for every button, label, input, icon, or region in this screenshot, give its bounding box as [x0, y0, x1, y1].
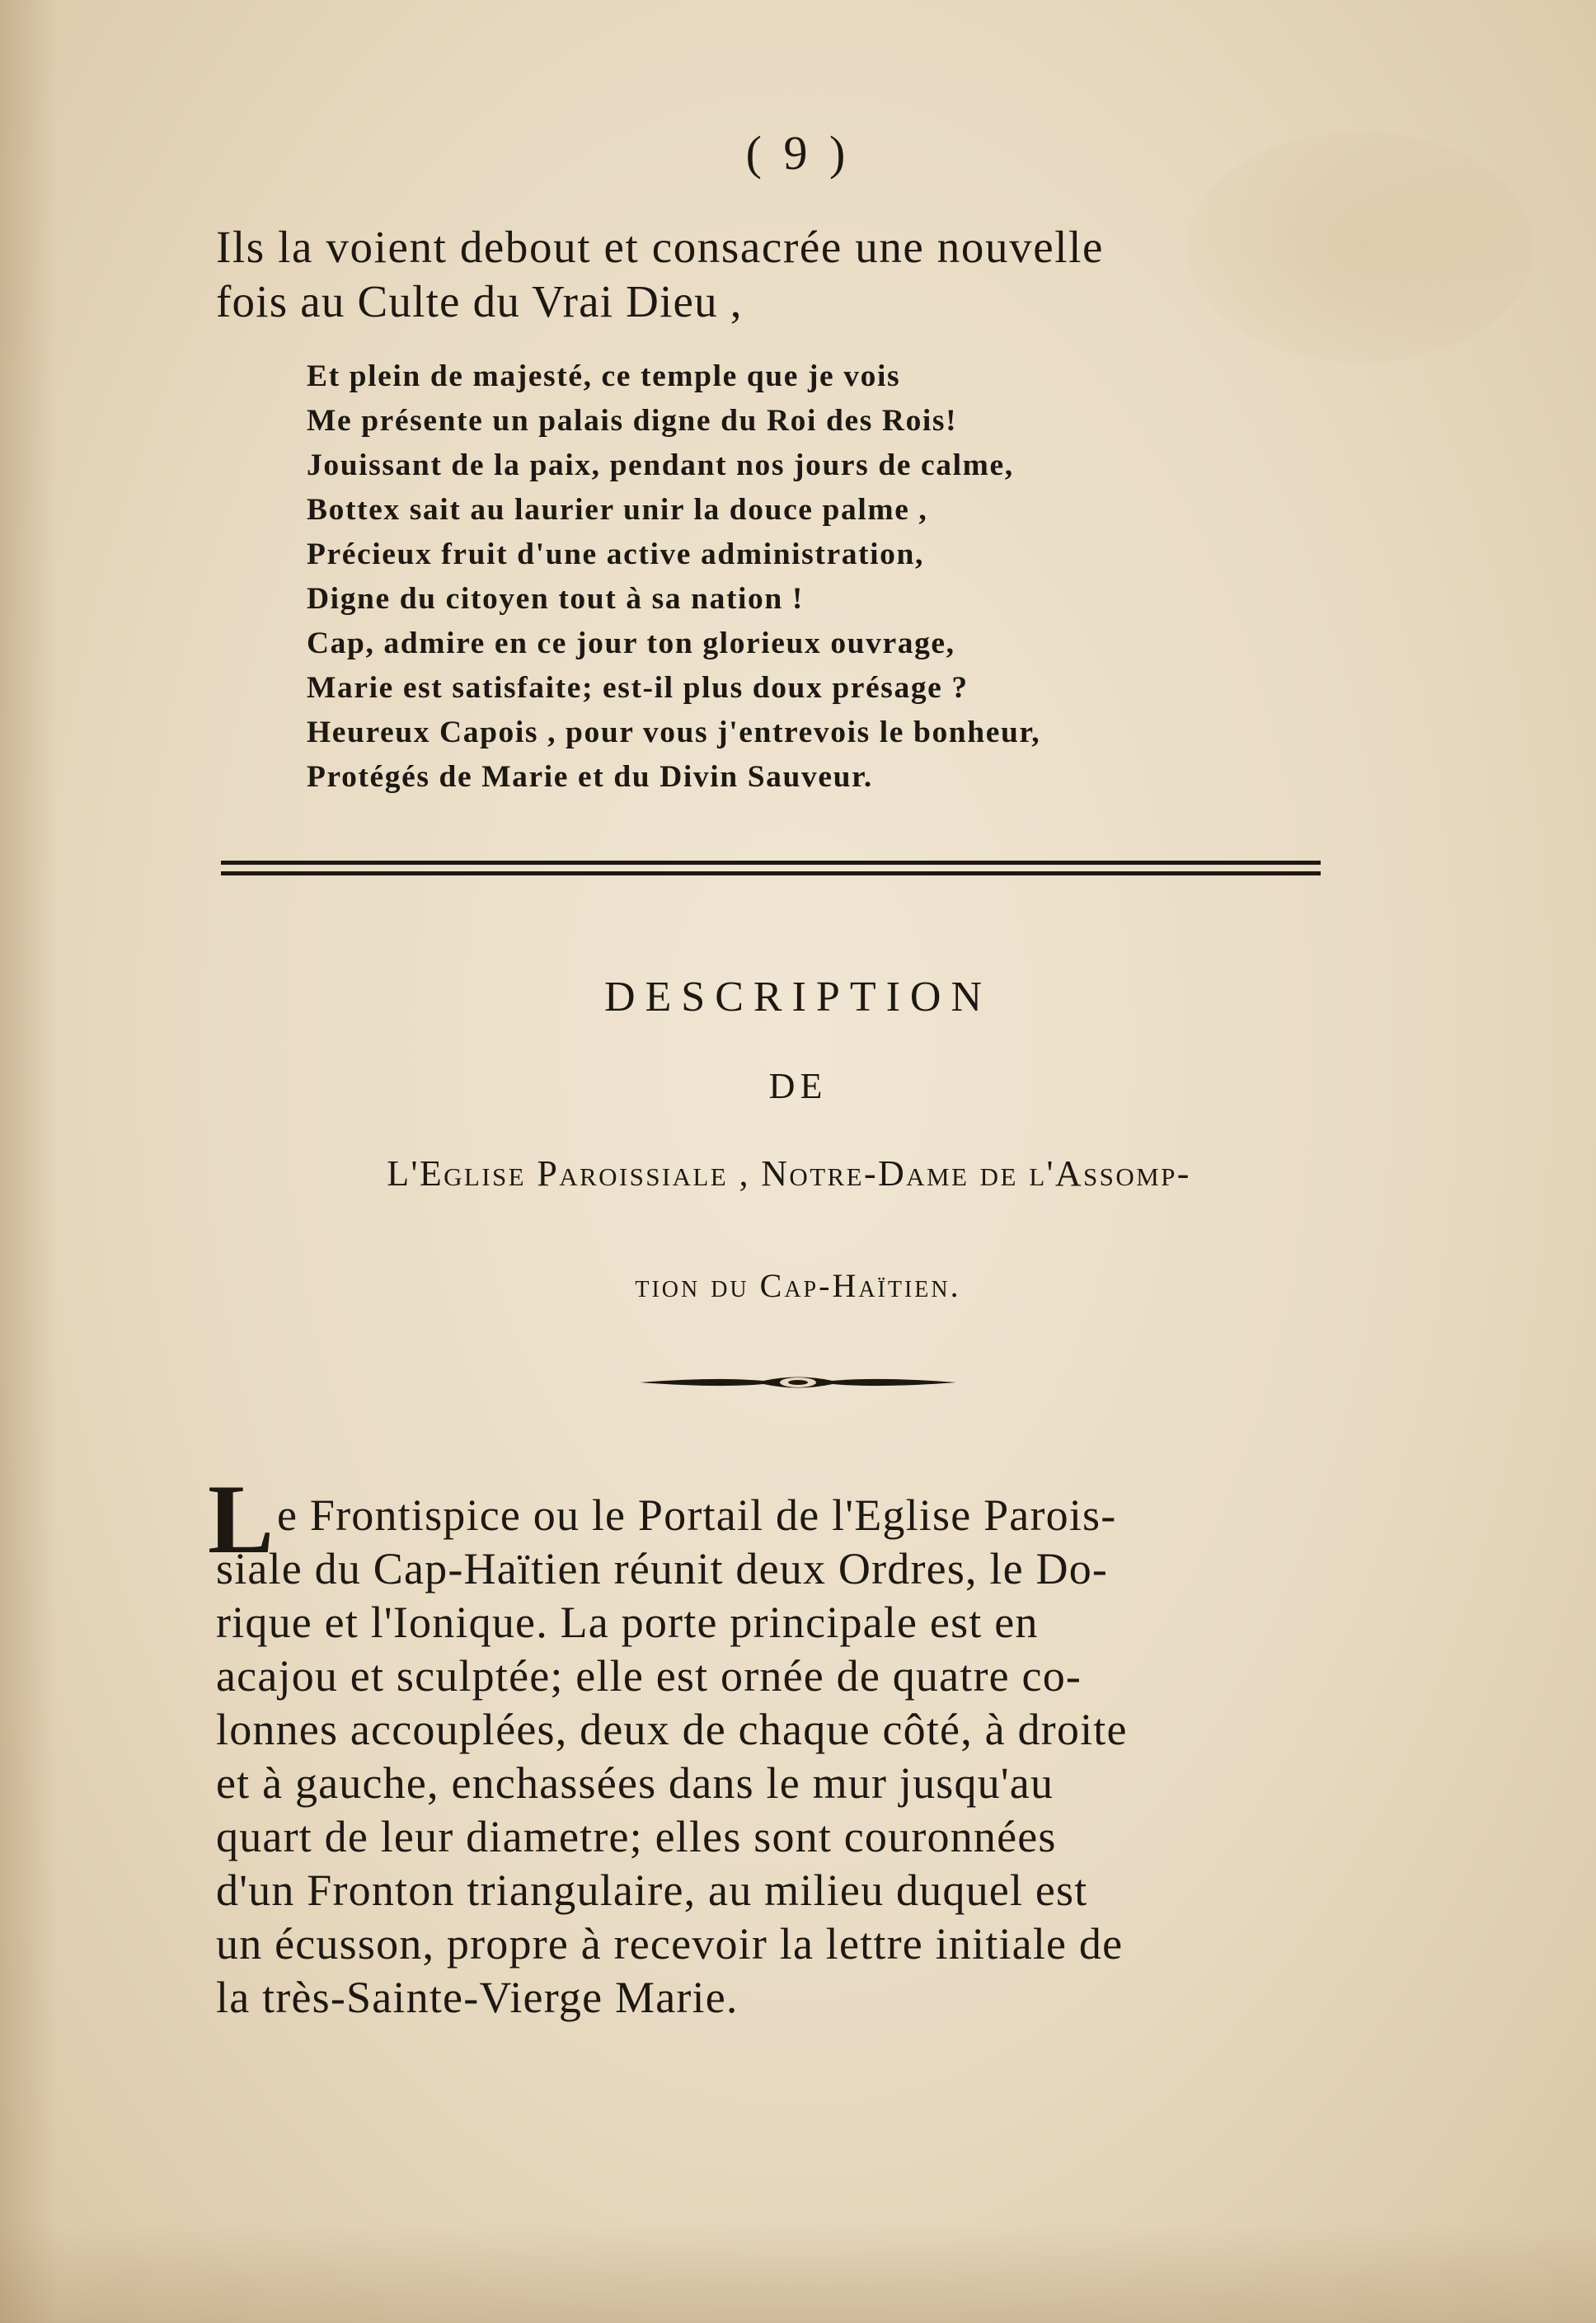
verse-line: Précieux fruit d'une active administration,: [307, 537, 924, 571]
verse-line: Bottex sait au laurier unir la douce palme ,: [307, 493, 928, 527]
page-number: ( 9 ): [745, 126, 851, 180]
section-title: DESCRIPTION: [603, 974, 993, 1021]
body-line: la très-Sainte-Vierge Marie.: [216, 1973, 739, 2022]
body-paragraph: [208, 1464, 1354, 2025]
body-line: d'un Fronton triangulaire, au milieu duquel est: [216, 1865, 1088, 1915]
verse-line: Heureux Capois , pour vous j'entrevois le bonheur,: [307, 716, 1041, 749]
section-subtitle-line-2: tion du Cap-Haïtien.: [635, 1267, 961, 1304]
verse-line: Marie est satisfaite; est-il plus doux présage ?: [307, 671, 969, 705]
verse-line: Cap, admire en ce jour ton glorieux ouvrage,: [307, 627, 955, 660]
page-shadow-bottom: [0, 2224, 1596, 2323]
verse-line: Digne du citoyen tout à sa nation !: [307, 582, 804, 616]
body-line: siale du Cap-Haïtien réunit deux Ordres, le Do-: [216, 1544, 1109, 1593]
lead-line-1: Ils la voient debout et consacrée une nouvelle: [216, 222, 1104, 272]
body-line: et à gauche, enchassées dans le mur jusqu'au: [216, 1758, 1054, 1808]
body-line: acajou et sculptée; elle est ornée de quatre co-: [216, 1651, 1082, 1701]
lead-line-2: fois au Culte du Vrai Dieu ,: [216, 276, 743, 326]
section-title-de: DE: [768, 1066, 828, 1106]
body-line: rique et l'Ionique. La porte principale est en: [216, 1598, 1039, 1647]
body-line: lonnes accouplées, deux de chaque côté, à droite: [216, 1705, 1128, 1754]
ornamental-rule-icon: [640, 1372, 956, 1393]
verse-line: Et plein de majesté, ce temple que je vois: [307, 359, 901, 393]
body-line: un écusson, propre à recevoir la lettre initiale de: [216, 1919, 1124, 1969]
body-line: quart de leur diametre; elles sont couronnées: [216, 1812, 1057, 1861]
section-subtitle-line-1: L'Eglise Paroissiale , Notre-Dame de l'Assomp-: [387, 1153, 1191, 1194]
verse-line: Me présente un palais digne du Roi des Rois!: [307, 404, 958, 438]
verse-line: Protégés de Marie et du Divin Sauveur.: [307, 760, 873, 794]
page-shadow-left: [0, 0, 58, 2323]
verse-line: Jouissant de la paix, pendant nos jours de calme,: [307, 448, 1014, 482]
verse-block: [307, 354, 1345, 800]
drop-cap: L: [208, 1464, 275, 1574]
double-rule-divider: [221, 861, 1321, 875]
body-line-text: e Frontispice ou le Portail de l'Eglise Parois-: [277, 1490, 1117, 1540]
